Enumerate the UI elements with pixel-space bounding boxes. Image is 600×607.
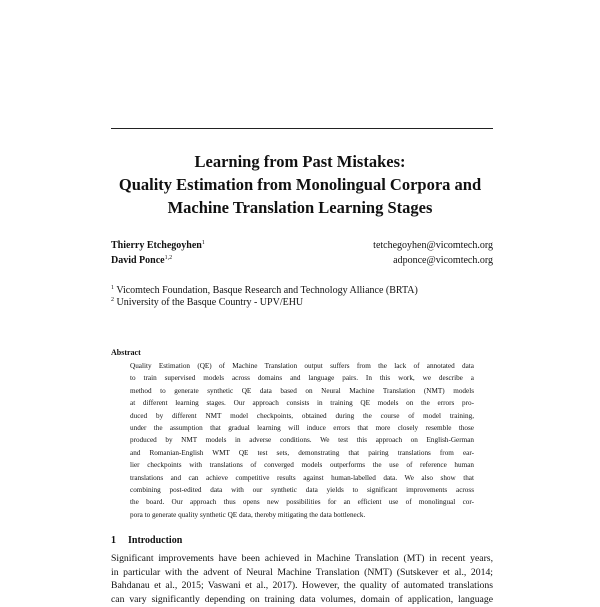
abstract-line: produced by NMT models in adverse conditions. We test this approach on English-German	[130, 436, 474, 445]
author-emails	[373, 238, 493, 268]
abstract-line: duced by different NMT model checkpoints, obtained during the course of model training,	[130, 411, 474, 420]
affiliation-2: $^2$ University of the Basque Country - UPV/EHU	[111, 297, 304, 308]
affiliations	[111, 285, 418, 309]
abstract-line: the board. Our approach thus opens new possibilities for an efficient use of monolingual cor-	[130, 498, 474, 507]
section-title: Introduction	[128, 535, 183, 546]
abstract-line: at different learning stages. Our approach consists in training QE models on the errors pro-	[130, 399, 474, 408]
section-number: 1	[111, 535, 116, 546]
intro-line: Significant improvements have been achieved in Machine Translation (MT) in recent years,	[111, 553, 493, 564]
paper-title	[100, 150, 500, 219]
section-heading	[111, 535, 182, 546]
abstract-line: pora to generate quality synthetic QE data, thereby mitigating the data bottleneck.	[130, 510, 366, 519]
affiliation-1: $^1$ Vicomtech Foundation, Basque Research and Technology Alliance (BRTA)	[111, 285, 418, 296]
top-rule	[111, 128, 493, 129]
abstract-line: Quality Estimation (QE) of Machine Translation output suffers from the lack of annotated data	[130, 362, 474, 370]
title-line: Quality Estimation from Monolingual Corpora and	[118, 175, 482, 194]
abstract-body	[130, 360, 474, 521]
abstract-line: under the assumption that gradual learning will induce errors that more closely resemble those	[130, 424, 474, 433]
author-name-1: Thierry Etchegoyhen$^1$	[111, 240, 205, 251]
author-name-2: David Ponce$^{1,2}$	[111, 255, 173, 266]
abstract-line: and Romanian-English WMT QE test sets, demonstrating that pairing translations from ear-	[130, 448, 474, 457]
author-names	[111, 238, 205, 268]
intro-line: in particular with the advent of Neural Machine Translation (NMT) (Sutskever et al., 2014;	[111, 566, 493, 578]
title-line: Machine Translation Learning Stages	[167, 198, 433, 217]
intro-line: can vary significantly depending on training data volumes, domain of application, language	[111, 594, 493, 606]
intro-line: Bahdanau et al., 2015; Vaswani et al., 2017). However, the quality of automated translations	[111, 580, 493, 592]
abstract-line: method to generate synthetic QE data based on Neural Machine Translation (NMT) models	[130, 386, 474, 395]
abstract-heading: Abstract	[111, 348, 141, 357]
abstract-line: translations and can achieve competitive results against human-labelled data. We also show that	[130, 473, 474, 482]
abstract-line: combining post-edited data with our synthetic data yields to significant improvements across	[130, 486, 474, 495]
author-email-1: tetchegoyhen@vicomtech.org	[373, 240, 493, 251]
title-line: Learning from Past Mistakes:	[194, 152, 406, 171]
abstract-line: lier checkpoints with translations of converged models outperforms the use of reference human	[130, 461, 474, 470]
intro-paragraph	[111, 552, 493, 607]
abstract-line: to train supervised models across domains and language pairs. In this work, we describe a	[130, 374, 474, 383]
author-email-2: adponce@vicomtech.org	[393, 255, 493, 266]
